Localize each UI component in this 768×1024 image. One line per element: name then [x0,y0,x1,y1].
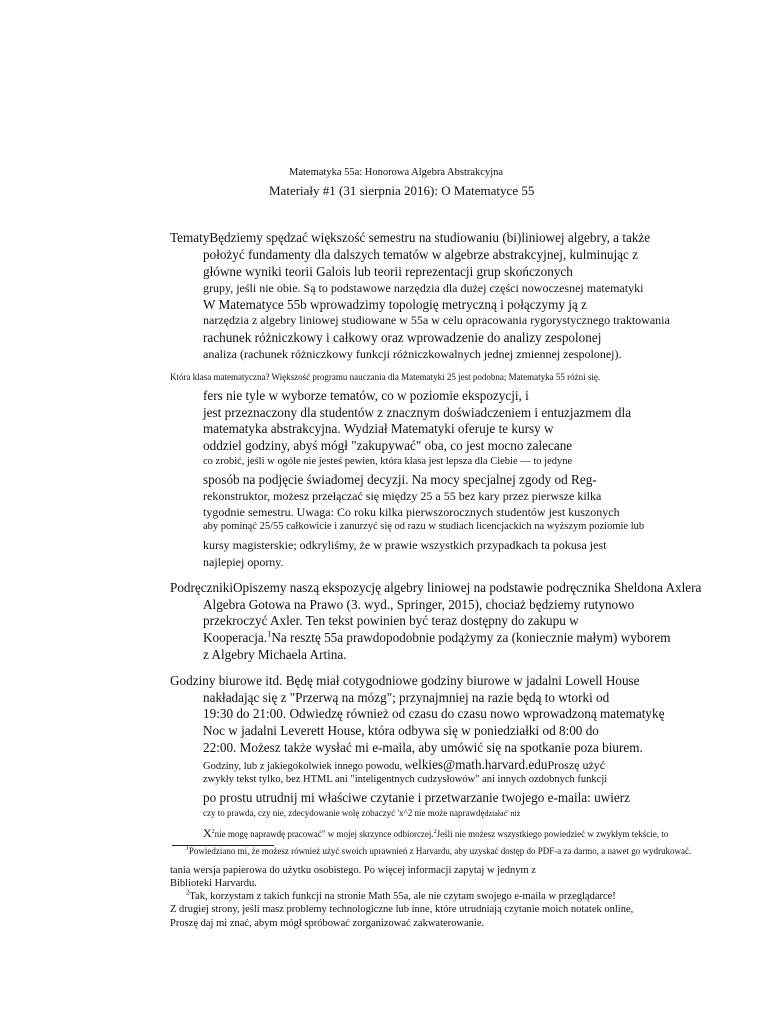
footnote-line: Z drugiej strony, jeśli masz problemy technologiczne lub inne, które utrudniają czytanie moich notatek online, [170,904,634,915]
text-line: matematyka abstrakcyjna. Wydział Matematyki oferuje te kursy w [203,421,554,436]
text-line: jest przeznaczony dla studentów z znacznym doświadczeniem i entuzjazmem dla [203,405,632,420]
text-line: fers nie tyle w wyborze tematów, co w poziomie ekspozycji, i [203,388,529,403]
footnote-line: Proszę daj mi znać, abym mógł spróbować zorganizować zakwaterowanie. [170,918,485,929]
text-fragment: Na resztę 55a prawdopodobnie podążymy za (koniecznie małym) wyborem [271,630,671,645]
text-line: oddziel godziny, abyś mógł "zakupywać" oba, co jest mocno zalecane [203,438,573,453]
text-line: co zrobić, jeśli w ogóle nie jesteś pewien, która klasa jest lepsza dla Ciebie — to jedyne [203,456,573,467]
text-line: przekroczyć Axler. Ten tekst powinien być teraz dostępny do zakupu w [203,613,579,628]
text-line: aby pominąć 25/55 całkowicie i zanurzyć się od razu w studiach licencjackich na wyższym poziomie lub [203,521,645,532]
text-line: rachunek różniczkowy i całkowy oraz wprowadzenie do analizy zespolonej [203,330,602,345]
text-line: W Matematyce 55b wprowadzimy topologię metryczną i połączymy ją z [203,297,587,312]
text-line: po prostu utrudnij mi właściwe czytanie i przetwarzanie twojego e-maila: uwierz [203,790,630,805]
text-line: Godziny biurowe itd. Będę miał cotygodniowe godziny biurowe w jadalni Lowell House [170,673,640,688]
text-line: analiza (rachunek różniczkowy funkcji różniczkowalnych jednej zmiennej zespolonej). [203,347,622,361]
text-line: nakładając się z "Przerwą na mózg"; przynajmniej na razie będą to wtorki od [203,690,610,705]
text-fragment: nie mogę naprawdę pracować" w mojej skrzynce odbiorczej. [214,829,434,839]
text-line: z Algebry Michaela Artina. [203,647,347,662]
text-line: tygodnie semestru. Uwaga: Co roku kilka pierwszorocznych studentów jest kuszonych [203,505,620,519]
text-line: 19:30 do 21:00. Odwiedzę również od czasu do czasu nowo wprowadzoną matematykę [203,706,665,721]
text-fragment: Jeśli nie możesz wszystkiego powiedzieć w zwykłym tekście, to [436,829,669,839]
text-line [203,809,520,818]
text-line: sposób na podjęcie świadomej decyzji. Na mocy specjalnej zgody od Reg- [203,472,597,487]
footnote-text: Tak, korzystam z takich funkcji na stronie Math 55a, ale nie czytam swojego e-maila w przeglądarce! [189,891,616,902]
text-fragment: działać' niż [484,809,521,818]
text-line: główne wyniki teorii Galois lub teorii reprezentacji grup skończonych [203,264,573,279]
footnote-line [186,889,616,903]
footnote-line: tania wersja papierowa do użytku osobistego. Po więcej informacji zapytaj w jednym z [170,865,536,876]
footnote-line [186,847,691,856]
footnote-marker: 1 [267,628,272,639]
text-line: zwykły tekst tylko, bez HTML ani "inteligentnych cudzysłowów" ani innych ozdobnych funkcji [203,774,608,785]
text-line: 22:00. Możesz także wysłać mi e-maila, aby umówić się na spotkanie poza biurem. [203,740,643,755]
text-line: TematyBędziemy spędzać większość semestru na studiowaniu (bi)liniowej algebry, a także [170,230,651,245]
text-line: położyć fundamenty dla dalszych tematów w algebrze abstrakcyjnej, kulminując z [203,247,639,262]
footnote-marker: 2 [186,889,190,897]
superscript: 2 [211,829,215,835]
course-title: Matematyka 55a: Honorowa Algebra Abstrakcyjna [289,167,504,178]
footnote-text: Powiedziano mi, że możesz również użyć swoich uprawnień z Harvardu, aby uzyskać dostęp do PDF-a za darmo, a nawet go wydrukować. [188,846,692,856]
text-fragment: Kooperacja. [203,630,268,645]
text-fragment: X [203,826,212,840]
handout-title: Materiały #1 (31 sierpnia 2016): O Matematyce 55 [269,183,535,198]
text-line: kursy magisterskie; odkryliśmy, że w prawie wszystkich przypadkach ta pokusa jest [203,538,607,552]
footnote-marker: 2 [433,829,437,835]
text-line [203,827,668,839]
text-fragment: Proszę użyć [547,758,606,772]
text-fragment: czy to prawda, czy nie, zdecydowanie wolę zobaczyć 'x^2 nie może naprawdę [203,808,485,818]
text-line: grupy, jeśli nie obie. Są to podstawowe narzędzia dla dużej części nowoczesnej matematyki [203,281,644,295]
text-fragment: Godziny, lub z jakiegokolwiek innego powodu, w [203,761,413,772]
footnote-line: Biblioteki Harvardu. [170,878,257,889]
footnote-marker: 1 [186,846,189,852]
text-line [203,628,671,645]
text-line: Algebra Gotowa na Prawo (3. wyd., Springer, 2015), chociaż będziemy rutynowo [203,597,635,612]
text-line: Która klasa matematyczna? Większość programu nauczania dla Matematyki 25 jest podobna; Matematyka 55 różni się. [170,372,601,382]
text-line: Noc w jadalni Leverett House, która odbywa się w poniedziałki od 8:00 do [203,723,599,738]
email-link[interactable]: elkies@math.harvard.edu [412,757,548,772]
text-line: rekonstruktor, możesz przełączać się między 25 a 55 bez kary przez pierwsze kilka [203,489,602,503]
text-line: narzędzia z algebry liniowej studiowane w 55a w celu opracowania rygorystycznego traktowania [203,313,670,327]
text-line: PodręcznikiOpiszemy naszą ekspozycję algebry liniowej na podstawie podręcznika Sheldona Axlera [170,580,702,595]
text-line [203,758,605,773]
text-line: najlepiej oporny. [203,555,284,569]
